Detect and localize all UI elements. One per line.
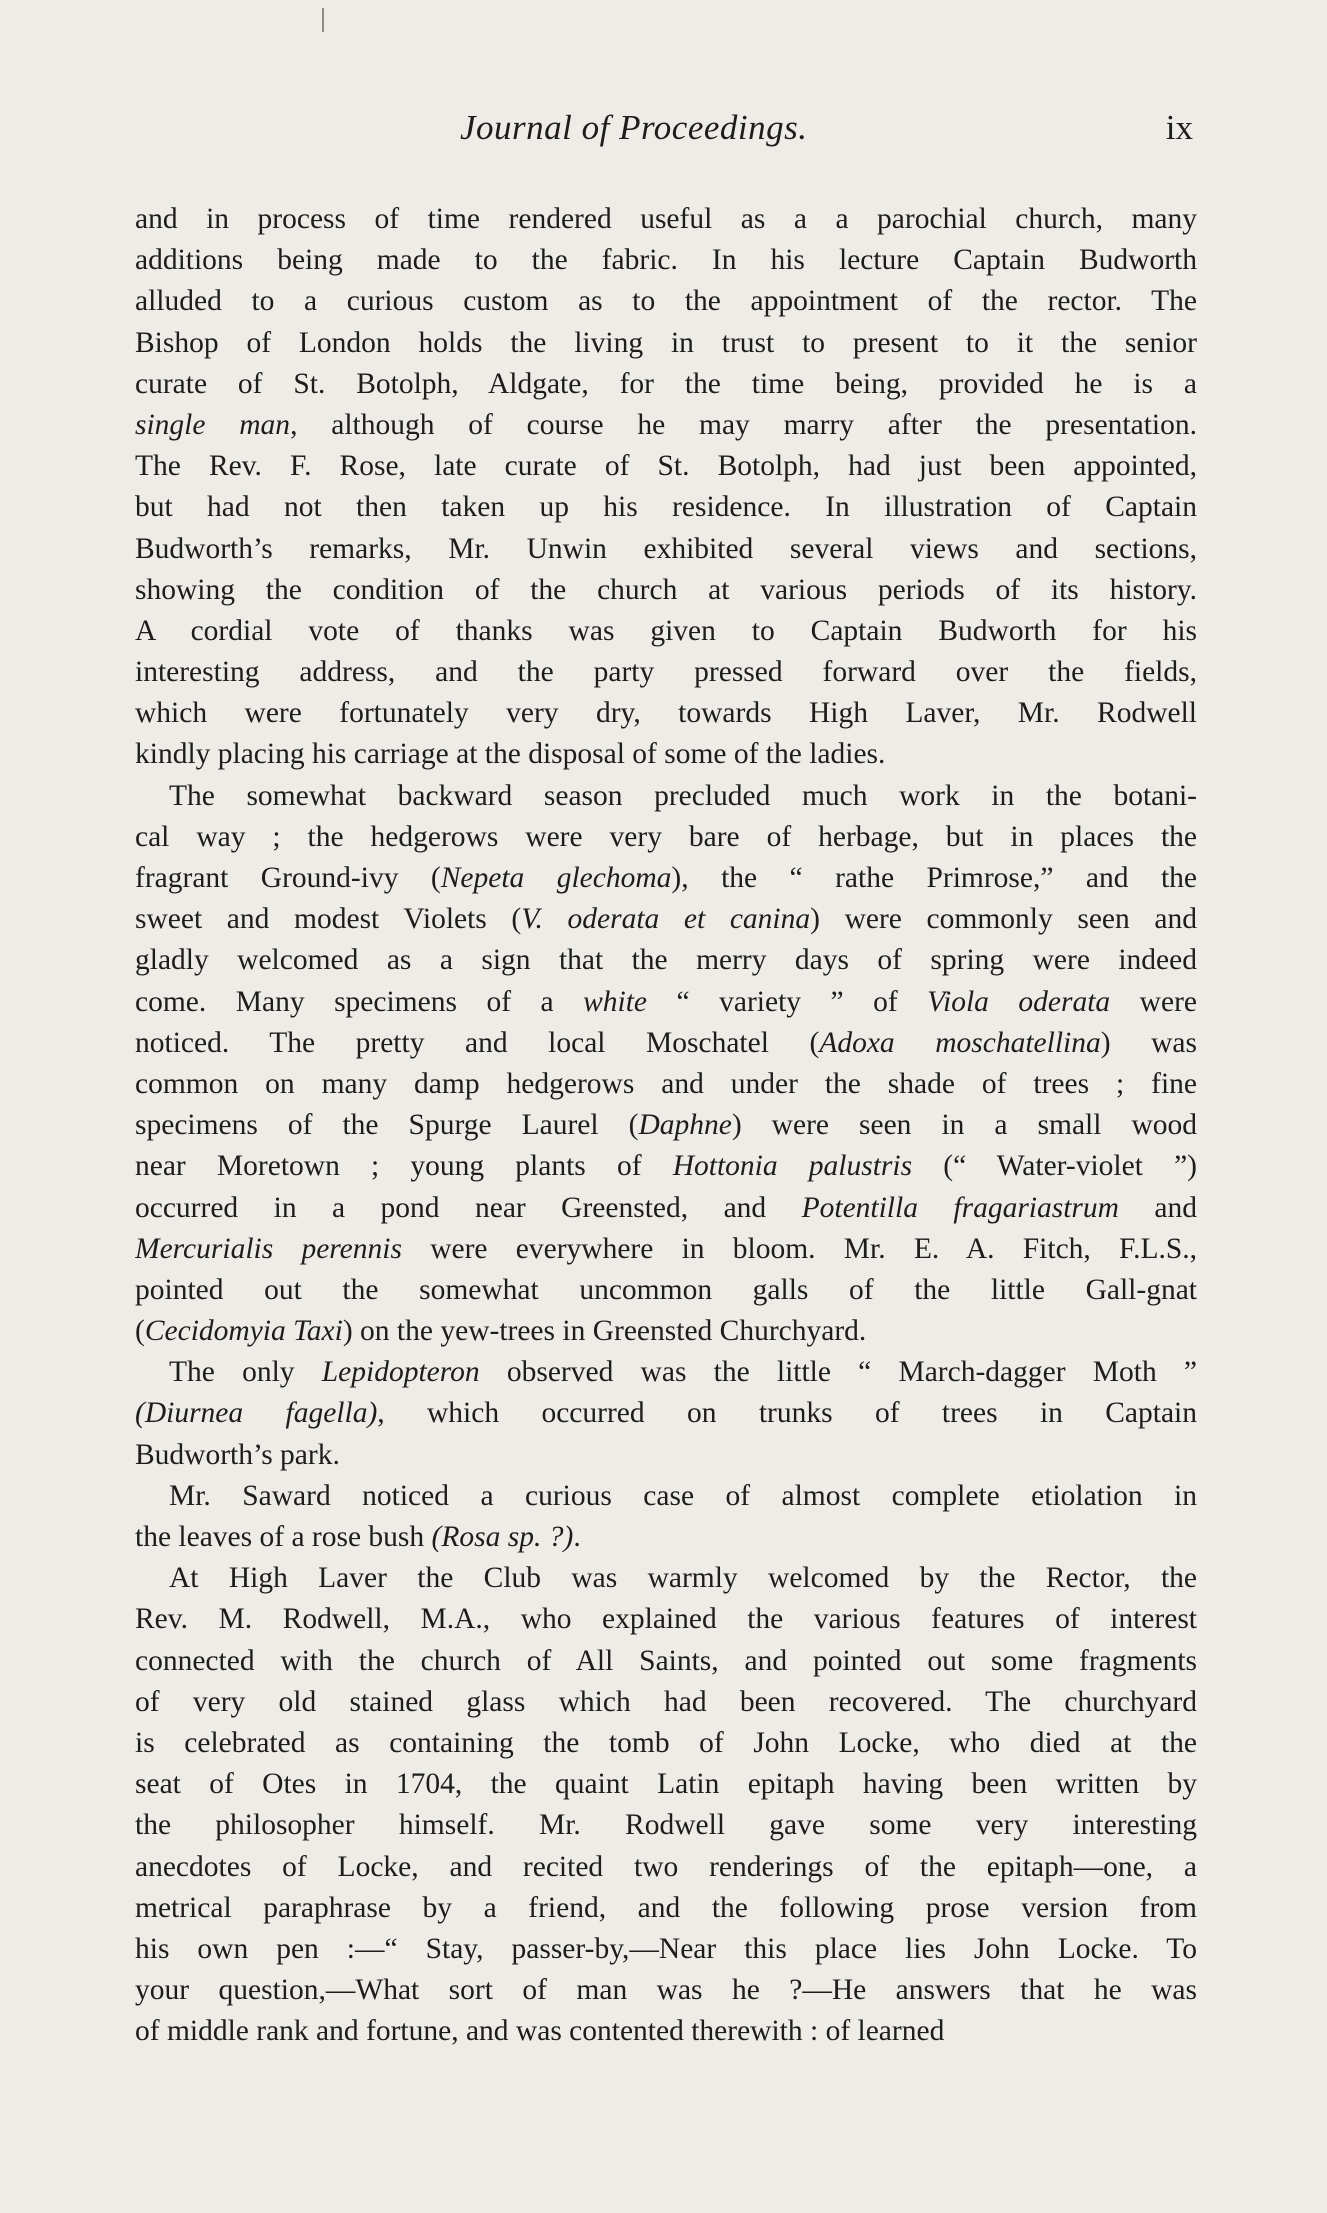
text-line <box>135 776 1197 817</box>
text-run: of middle rank and fortune, and was contented therewith : of learned <box>135 2015 945 2048</box>
text-line <box>135 199 1197 240</box>
italic-run: Daphne <box>638 1109 732 1142</box>
text-run: near Moretown ; young plants of <box>135 1150 673 1183</box>
text-line <box>135 323 1197 364</box>
text-line <box>135 405 1197 446</box>
paragraph <box>135 776 1197 1353</box>
text-line <box>135 1270 1197 1311</box>
text-run: anecdotes of Locke, and recited two renderings of the epitaph—one, a <box>135 1850 1197 1883</box>
page-number: ix <box>1165 108 1193 147</box>
text-run: specimens of the Spurge Laurel ( <box>135 1109 639 1142</box>
text-run: your question,—What sort of man was he ?—He answers that he was <box>135 1974 1197 2007</box>
text-run: and <box>1118 1191 1197 1224</box>
text-run: common on many damp hedgerows and under the shade of trees ; fine <box>135 1067 1197 1100</box>
text-run: Bishop of London holds the living in trust to present to it the senior <box>135 326 1197 359</box>
text-run: , although of course he may marry after the presentation. <box>290 408 1197 441</box>
italic-run: (Rosa sp. ?) <box>431 1521 574 1553</box>
text-line <box>135 1558 1197 1599</box>
text-run: occurred in a pond near Greensted, and <box>135 1191 802 1224</box>
text-run: the leaves of a rose bush <box>135 1521 432 1553</box>
paragraph <box>135 1476 1197 1558</box>
text-line <box>135 1888 1197 1929</box>
text-line <box>135 1682 1197 1723</box>
text-line <box>135 899 1197 940</box>
text-run: “ variety ” of <box>647 985 928 1018</box>
text-run: The Rev. F. Rose, late curate of St. Botolph, had just been appointed, <box>135 450 1197 483</box>
text-run: (“ Water-violet ”) <box>912 1150 1197 1183</box>
italic-run: Hottonia palustris <box>672 1150 913 1183</box>
text-line <box>135 982 1197 1023</box>
text-run: cal way ; the hedgerows were very bare of herbage, but in places the <box>135 820 1197 853</box>
text-run: Mr. Saward noticed a curious case of almost complete etiolation in <box>169 1479 1197 1512</box>
italic-run: Lepidopteron <box>321 1356 480 1389</box>
text-line <box>135 529 1197 570</box>
text-line <box>135 1435 1197 1476</box>
italic-run: Mercurialis perennis <box>135 1232 402 1265</box>
italic-run: (Diurnea fagella) <box>135 1397 378 1430</box>
text-run: ) were commonly seen and <box>810 903 1197 936</box>
text-run: observed was the little “ March-dagger Moth ” <box>479 1356 1197 1389</box>
text-run: and in process of time rendered useful as a a parochial church, many <box>135 203 1197 235</box>
text-run: showing the condition of the church at various periods of its history. <box>135 573 1197 606</box>
text-run: alluded to a curious custom as to the appointment of the rector. The <box>135 285 1197 318</box>
text-line <box>135 1146 1197 1187</box>
text-line <box>135 1105 1197 1146</box>
text-run: the philosopher himself. Mr. Rodwell gave some very interesting <box>135 1809 1197 1842</box>
text-run: At High Laver the Club was warmly welcomed by the Rector, the <box>169 1562 1197 1595</box>
text-run: ), the “ rathe Primrose,” and the <box>671 862 1197 894</box>
text-line <box>135 734 1197 775</box>
paragraph <box>135 1558 1197 2052</box>
text-run: connected with the church of All Saints, and pointed out some fragments <box>135 1644 1197 1677</box>
body-text <box>135 199 1197 2052</box>
text-run: The only <box>169 1356 322 1389</box>
running-head-title: Journal of Proceedings. <box>460 108 808 147</box>
text-line <box>135 1847 1197 1888</box>
text-run: ) were seen in a small wood <box>731 1109 1197 1142</box>
text-line <box>135 1929 1197 1970</box>
paragraph <box>135 199 1197 776</box>
text-run: his own pen :—“ Stay, passer-by,—Near this place lies John Locke. To <box>135 1932 1197 1965</box>
running-head <box>0 108 1327 156</box>
printer-mark <box>322 8 324 32</box>
text-line <box>135 940 1197 981</box>
text-line <box>135 1599 1197 1640</box>
text-line <box>135 570 1197 611</box>
text-run: Budworth’s remarks, Mr. Unwin exhibited several views and sections, <box>135 532 1197 565</box>
text-run: kindly placing his carriage at the disposal of some of the ladies. <box>135 738 886 771</box>
text-line <box>135 446 1197 487</box>
text-line <box>135 1641 1197 1682</box>
text-run: noticed. The pretty and local Moschatel ( <box>135 1026 820 1059</box>
text-line <box>135 1311 1197 1352</box>
text-run: Rev. M. Rodwell, M.A., who explained the various features of interest <box>135 1603 1197 1636</box>
text-line <box>135 652 1197 693</box>
text-line <box>135 1805 1197 1846</box>
italic-run: Nepeta glechoma <box>440 862 672 894</box>
text-line <box>135 1023 1197 1064</box>
text-line <box>135 1229 1197 1270</box>
text-line <box>135 858 1197 899</box>
text-run: additions being made to the fabric. In his lecture Captain Budworth <box>135 244 1197 277</box>
italic-run: single man <box>135 408 291 441</box>
text-run: were everywhere in bloom. Mr. E. A. Fitch, F.L.S., <box>401 1232 1197 1265</box>
text-run: ) on the yew-trees in Greensted Churchyard. <box>342 1315 867 1348</box>
text-line <box>135 693 1197 734</box>
text-line <box>135 1064 1197 1105</box>
text-run: curate of St. Botolph, Aldgate, for the time being, provided he is a <box>135 367 1197 400</box>
italic-run: Cecidomyia Taxi <box>144 1315 343 1348</box>
text-line <box>135 240 1197 281</box>
text-run: is celebrated as containing the tomb of John Locke, who died at the <box>135 1726 1197 1759</box>
text-run: sweet and modest Violets ( <box>135 903 522 936</box>
text-run: pointed out the somewhat uncommon galls of the little Gall-gnat <box>135 1273 1197 1306</box>
text-run: Budworth’s park. <box>135 1438 340 1471</box>
italic-run: white <box>583 985 648 1018</box>
text-line <box>135 1723 1197 1764</box>
text-run: which were fortunately very dry, towards High Laver, Mr. Rodwell <box>135 697 1197 730</box>
text-run: gladly welcomed as a sign that the merry days of spring were indeed <box>135 944 1197 977</box>
text-line <box>135 1476 1197 1517</box>
text-run: ) was <box>1100 1026 1197 1059</box>
text-line <box>135 487 1197 528</box>
text-run: ( <box>135 1315 145 1348</box>
paragraph <box>135 1352 1197 1476</box>
text-line <box>135 1352 1197 1393</box>
text-line <box>135 1970 1197 2011</box>
text-run: . <box>573 1521 581 1553</box>
text-line <box>135 364 1197 405</box>
text-run: come. Many specimens of a <box>135 985 584 1018</box>
text-run: fragrant Ground-ivy ( <box>135 862 441 894</box>
text-line <box>135 1188 1197 1229</box>
text-run: A cordial vote of thanks was given to Captain Budworth for his <box>135 614 1197 647</box>
text-line <box>135 1393 1197 1434</box>
text-line <box>135 1517 1197 1558</box>
italic-run: Potentilla fragariastrum <box>801 1191 1119 1224</box>
text-line <box>135 611 1197 652</box>
text-run: but had not then taken up his residence. In illustration of Captain <box>135 491 1197 524</box>
text-line <box>135 817 1197 858</box>
text-line <box>135 281 1197 322</box>
italic-run: Adoxa moschatellina <box>819 1026 1101 1059</box>
text-line <box>135 2011 1197 2052</box>
text-run: seat of Otes in 1704, the quaint Latin epitaph having been written by <box>135 1768 1197 1801</box>
text-run: The somewhat backward season precluded much work in the botani- <box>169 779 1197 812</box>
text-run: metrical paraphrase by a friend, and the following prose version from <box>135 1891 1197 1924</box>
text-run: of very old stained glass which had been recovered. The churchyard <box>135 1685 1197 1718</box>
italic-run: Viola oderata <box>927 985 1111 1018</box>
text-run: interesting address, and the party pressed forward over the fields, <box>135 656 1197 689</box>
text-run: , which occurred on trunks of trees in Captain <box>377 1397 1197 1430</box>
text-run: were <box>1110 985 1197 1018</box>
text-line <box>135 1764 1197 1805</box>
italic-run: V. oderata et canina <box>521 903 811 936</box>
